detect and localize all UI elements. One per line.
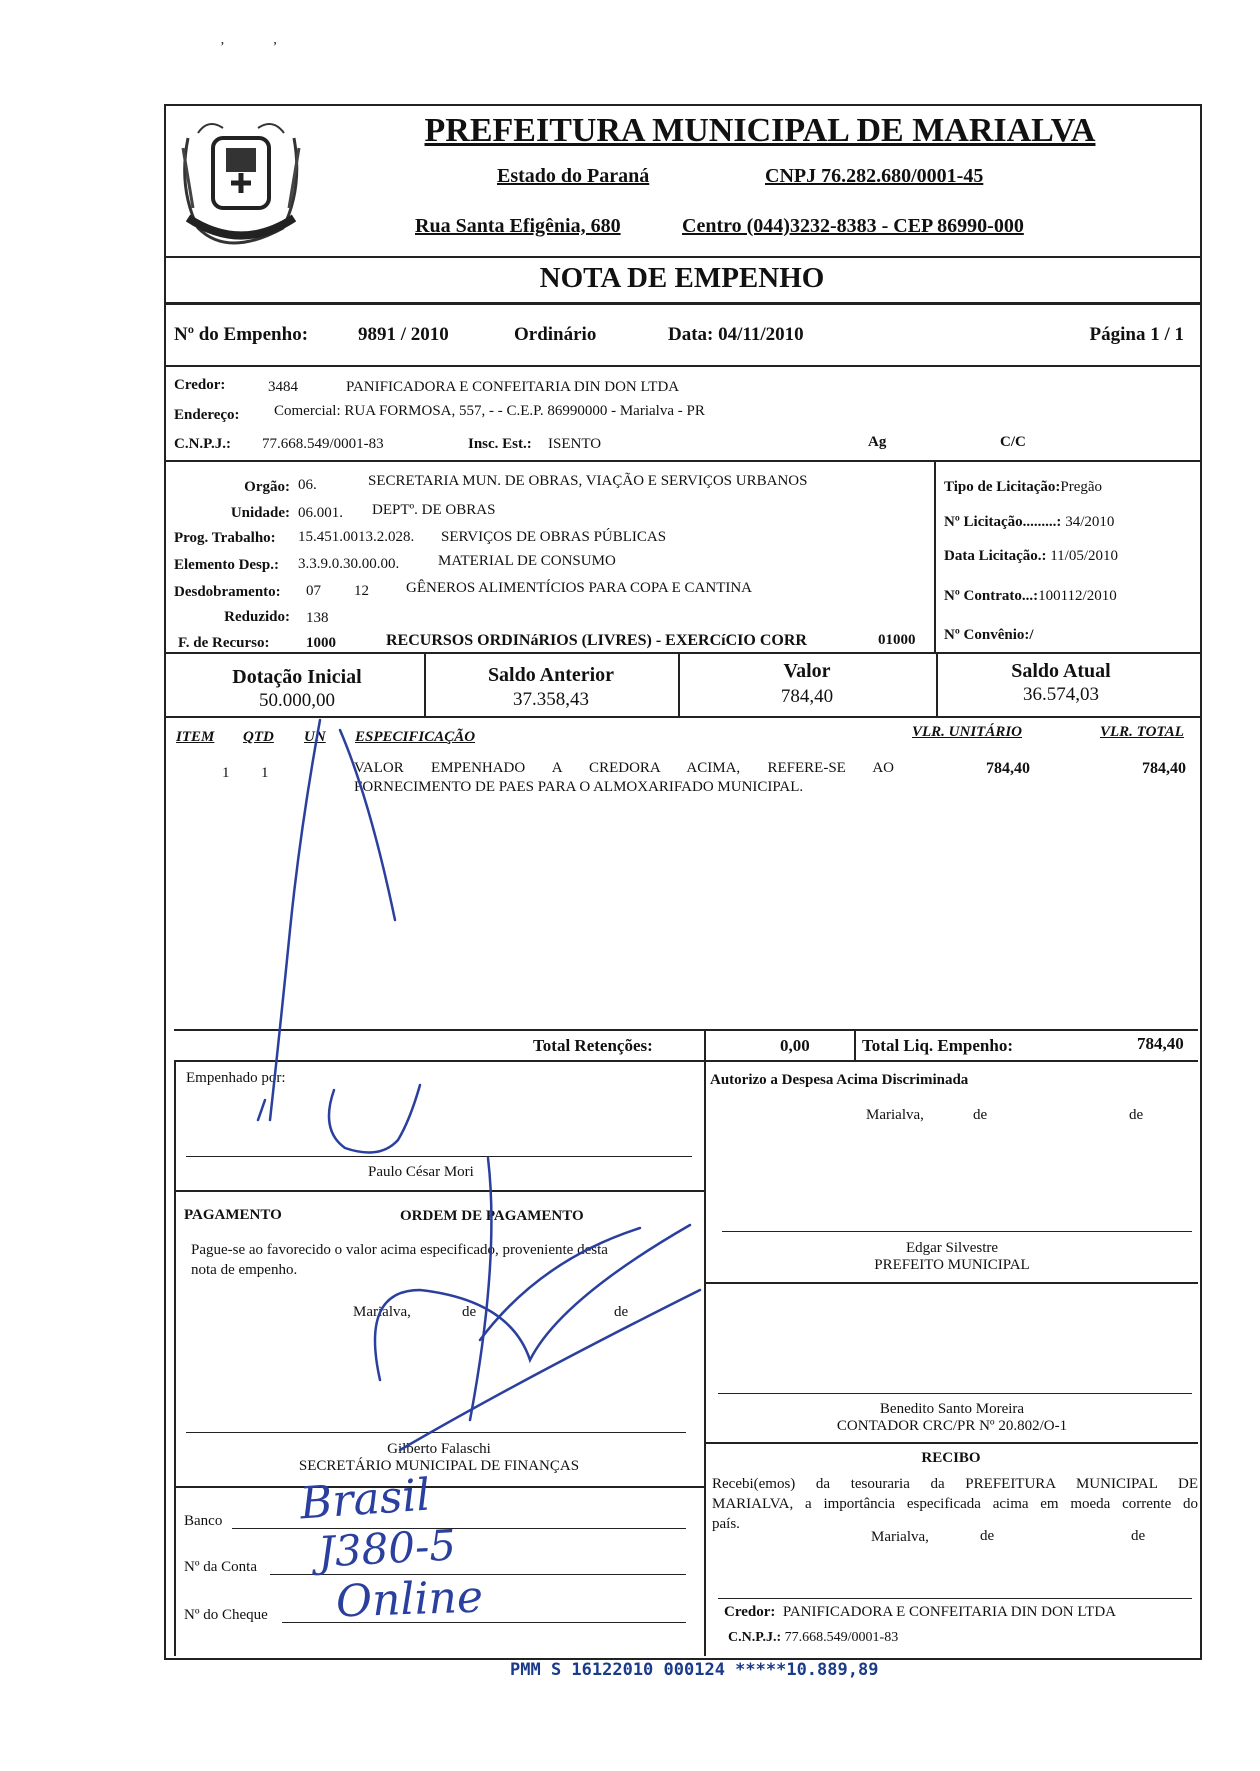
unidade-desc: DEPTº. DE OBRAS: [372, 502, 496, 518]
banco-line: [232, 1528, 686, 1529]
empenho-page: Página 1 / 1: [1089, 324, 1184, 345]
valor-label: Valor: [783, 660, 831, 682]
signature-line: [718, 1393, 1192, 1394]
divider: [164, 365, 1200, 367]
col-un: UN: [304, 729, 326, 745]
header-state: Estado do Paraná: [497, 165, 650, 187]
recibo-de1: de: [980, 1528, 995, 1544]
divider: [164, 716, 1200, 718]
scan-mark: ’ ’: [220, 40, 278, 55]
item-qtd: 1: [261, 765, 269, 781]
pagamento-place: Marialva,: [353, 1304, 411, 1320]
empenho-type: Ordinário: [514, 324, 597, 345]
empenho-date: Data: 04/11/2010: [668, 324, 804, 345]
secretario-name: Gilberto Falaschi: [387, 1441, 491, 1457]
credor-label: Credor:: [174, 377, 226, 393]
payment-stamp: PMM S 16122010 000124 *****10.889,89: [510, 1660, 879, 1680]
divider: [174, 1029, 1198, 1031]
prefeito-title: PREFEITO MUNICIPAL: [874, 1257, 1030, 1273]
recibo-place: Marialva,: [871, 1529, 929, 1545]
licitacao-convenio: Nº Convênio:/: [944, 627, 1034, 643]
address-label: Endereço:: [174, 407, 240, 423]
divider: [704, 1029, 706, 1060]
recurso-code: 1000: [306, 635, 336, 651]
unidade-code: 06.001.: [298, 505, 343, 521]
signature-line: [722, 1231, 1192, 1232]
autorizo-de2: de: [1129, 1107, 1144, 1123]
divider: [854, 1029, 856, 1060]
item-desc-line2: FORNECIMENTO DE PAES PARA O ALMOXARIFADO MUNICIPAL.: [354, 779, 804, 795]
desd-desc: GÊNEROS ALIMENTÍCIOS PARA COPA E CANTINA: [406, 580, 753, 596]
signature-line: [718, 1598, 1192, 1599]
cc-label: C/C: [1000, 434, 1026, 450]
handwritten-cheque: Online: [335, 1571, 484, 1628]
header-address: Rua Santa Efigênia, 680: [415, 215, 621, 237]
prog-label: Prog. Trabalho:: [174, 530, 276, 546]
recibo-credor: Credor: PANIFICADORA E CONFEITARIA DIN DON LTDA: [724, 1604, 1117, 1620]
pagamento-label: PAGAMENTO: [184, 1207, 282, 1223]
item-desc-line1: VALOR EMPENHADO A CREDORA ACIMA, REFERE-SE AO: [354, 760, 894, 776]
recibo-text-1: Recebi(emos) da tesouraria da PREFEITURA MUNICIPAL DE: [712, 1476, 1198, 1492]
credor-code: 3484: [268, 379, 298, 395]
banco-label: Banco: [184, 1513, 223, 1529]
recibo-text-2: MARIALVA, a importância especificada acima em moeda corrente do: [712, 1496, 1198, 1512]
desd-label: Desdobramento:: [174, 584, 281, 600]
retencoes-value: 0,00: [780, 1036, 810, 1055]
divider: [164, 256, 1200, 258]
pagamento-text-2: nota de empenho.: [191, 1262, 298, 1278]
reduzido-label: Reduzido:: [224, 609, 290, 625]
empenho-number: 9891 / 2010: [358, 324, 449, 345]
col-vlr-unitario: VLR. UNITÁRIO: [912, 724, 1023, 740]
valor-value: 784,40: [780, 686, 834, 707]
recurso-desc: RECURSOS ORDINáRIOS (LIVRES) - EXERCíCIO CORR: [386, 632, 807, 649]
empenhado-name: Paulo César Mori: [368, 1164, 474, 1180]
divider: [704, 1282, 1198, 1284]
licitacao-num: Nº Licitação.........: 34/2010: [944, 514, 1115, 530]
orgao-label: Orgão:: [244, 479, 290, 495]
handwritten-banco: Brasil: [298, 1469, 432, 1530]
divider: [164, 652, 1200, 654]
saldo-anterior-value: 37.358,43: [513, 689, 589, 710]
divider: [174, 1486, 704, 1488]
saldo-atual-value: 36.574,03: [1023, 684, 1099, 705]
col-especificacao: ESPECIFICAÇÃO: [355, 729, 476, 745]
doc-title: NOTA DE EMPENHO: [539, 262, 825, 294]
divider: [934, 460, 936, 652]
elem-desc: MATERIAL DE CONSUMO: [438, 553, 616, 569]
unidade-label: Unidade:: [230, 505, 290, 521]
autorizo-title: Autorizo a Despesa Acima Discriminada: [710, 1072, 969, 1088]
prog-code: 15.451.0013.2.028.: [298, 529, 415, 545]
divider: [704, 1060, 706, 1656]
autorizo-de1: de: [973, 1107, 988, 1123]
col-qtd: QTD: [243, 729, 274, 745]
saldo-atual-label: Saldo Atual: [1011, 660, 1111, 682]
prefeito-name: Edgar Silvestre: [905, 1240, 999, 1256]
handwritten-conta: J380-5: [316, 1520, 458, 1577]
credor-address: Comercial: RUA FORMOSA, 557, - - C.E.P. 86990000 - Marialva - PR: [274, 403, 705, 419]
secretario-title: SECRETÁRIO MUNICIPAL DE FINANÇAS: [298, 1458, 580, 1474]
dotacao-value: 50.000,00: [259, 690, 335, 711]
liq-empenho-value: 784,40: [1137, 1034, 1184, 1053]
elem-code: 3.3.9.0.30.00.00.: [298, 556, 400, 572]
cnpj-label: C.N.P.J.:: [174, 436, 231, 452]
credor-insc: ISENTO: [548, 436, 602, 452]
autorizo-place: Marialva,: [866, 1107, 924, 1123]
recibo-text-3: país.: [712, 1516, 740, 1532]
saldo-anterior-label: Saldo Anterior: [487, 664, 615, 686]
recibo-de2: de: [1131, 1528, 1146, 1544]
divider: [704, 1442, 1198, 1444]
signature-line: [186, 1432, 686, 1433]
header-district-phone: Centro (044)3232-8383 - CEP 86990-000: [682, 215, 1024, 237]
licitacao-data: Data Licitação.: 11/05/2010: [944, 548, 1119, 564]
contador-name: Benedito Santo Moreira: [879, 1401, 1025, 1417]
desd-a: 07: [306, 583, 321, 599]
item-unit-price: 784,40: [986, 760, 1030, 777]
conta-label: Nº da Conta: [184, 1559, 257, 1575]
desd-b: 12: [354, 583, 369, 599]
licitacao-tipo: Tipo de Licitação:Pregão: [944, 479, 1103, 495]
item-number: 1: [222, 765, 230, 781]
item-total: 784,40: [1142, 760, 1186, 777]
recurso-code-b: 01000: [878, 632, 916, 648]
elem-label: Elemento Desp.:: [174, 557, 279, 573]
pagamento-de2: de: [614, 1304, 629, 1320]
insc-label: Insc. Est.:: [468, 436, 532, 452]
coat-of-arms-icon: [168, 108, 314, 258]
divider: [164, 302, 1200, 305]
divider: [174, 1060, 176, 1656]
orgao-desc: SECRETARIA MUN. DE OBRAS, VIAÇÃO E SERVIÇOS URBANOS: [368, 473, 808, 489]
ag-label: Ag: [868, 434, 887, 450]
prog-desc: SERVIÇOS DE OBRAS PÚBLICAS: [441, 529, 667, 545]
empenhado-label: Empenhado por:: [186, 1070, 286, 1086]
col-vlr-total: VLR. TOTAL: [1100, 724, 1184, 740]
cheque-label: Nº do Cheque: [184, 1607, 268, 1623]
header-title: PREFEITURA MUNICIPAL DE MARIALVA: [424, 112, 1096, 149]
reduzido-value: 138: [306, 610, 329, 626]
divider: [164, 460, 1200, 462]
divider: [174, 1190, 704, 1192]
orgao-code: 06.: [298, 477, 317, 493]
col-item: ITEM: [176, 729, 215, 745]
dotacao-label: Dotação Inicial: [232, 666, 362, 688]
ordem-pagamento-label: ORDEM DE PAGAMENTO: [400, 1208, 584, 1224]
divider: [174, 1060, 1198, 1062]
empenho-label: Nº do Empenho:: [174, 324, 309, 345]
signature-line: [186, 1156, 692, 1157]
retencoes-label: Total Retenções:: [533, 1036, 653, 1055]
credor-name: PANIFICADORA E CONFEITARIA DIN DON LTDA: [346, 379, 680, 395]
header-cnpj: CNPJ 76.282.680/0001-45: [765, 165, 984, 187]
recibo-title: RECIBO: [921, 1450, 981, 1466]
recibo-cnpj: C.N.P.J.: 77.668.549/0001-83: [728, 1630, 899, 1645]
pagamento-de1: de: [462, 1304, 477, 1320]
licitacao-contrato: Nº Contrato...:100112/2010: [944, 588, 1117, 604]
credor-cnpj: 77.668.549/0001-83: [262, 436, 384, 452]
pagamento-text-1: Pague-se ao favorecido o valor acima especificado, proveniente desta: [191, 1242, 608, 1258]
contador-title: CONTADOR CRC/PR Nº 20.802/O-1: [836, 1418, 1068, 1434]
recurso-label: F. de Recurso:: [178, 635, 270, 651]
liq-empenho-label: Total Liq. Empenho:: [862, 1036, 1013, 1055]
